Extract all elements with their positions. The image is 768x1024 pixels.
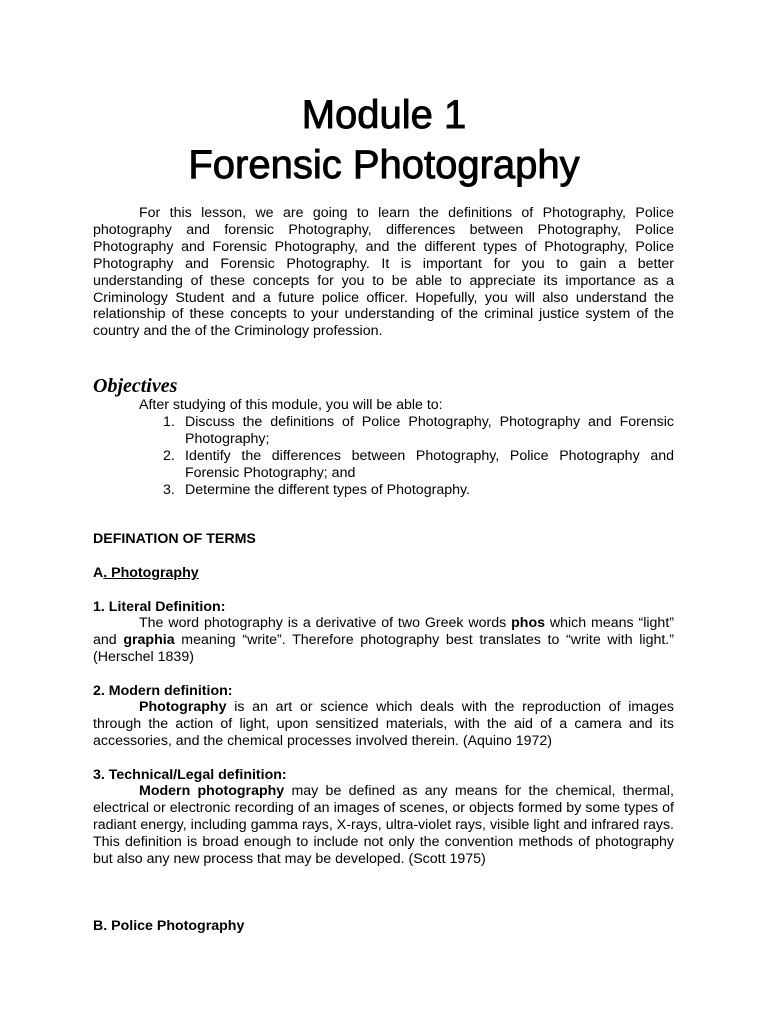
list-number: 1. xyxy=(163,414,175,430)
section-b-heading: B. Police Photography xyxy=(93,918,245,934)
section-a-title: . Photography xyxy=(103,565,199,581)
term-graphia: graphia xyxy=(123,631,175,648)
term-phos: phos xyxy=(511,615,546,631)
list-item xyxy=(93,482,674,499)
list-item xyxy=(93,448,674,482)
module-title: Module 1 xyxy=(301,93,467,137)
modern-definition-heading: 2. Modern definition: xyxy=(93,683,233,699)
term-photography: Photography xyxy=(139,699,227,715)
list-item xyxy=(93,414,674,448)
modern-definition-text: Photography is an art or science which deals with the reproduction of images through the action of light, upon sensitized materials, with the aid of a camera and its accessories, and the chemical processes involved therein. (Aquino 1972) xyxy=(93,699,674,749)
literal-definition-text: The word photography is a derivative of two Greek words phos which means “light” and graphia meaning “write”. Therefore photography best translates to “write with light.” (Herschel 1839) xyxy=(93,615,674,665)
list-number: 2. xyxy=(163,447,175,464)
list-text: Identify the differences between Photography, Police Photography and Forensic Photography; and xyxy=(185,447,674,481)
list-text: Discuss the definitions of Police Photography, Photography and Forensic Photography; xyxy=(185,414,674,447)
list-text: Determine the different types of Photography. xyxy=(185,481,470,498)
module-subtitle: Forensic Photography xyxy=(188,143,580,187)
objectives-heading: Objectives xyxy=(93,375,178,397)
literal-definition-heading: 1. Literal Definition: xyxy=(93,599,226,615)
technical-definition-heading: 3. Technical/Legal definition: xyxy=(93,767,287,783)
objectives-list xyxy=(93,414,674,499)
term-modern-photography: Modern photography xyxy=(139,783,285,799)
technical-definition-text: Modern photography may be defined as any means for the chemical, thermal, electrical or electronic recording of an images of scenes, or objects formed by some types of radiant energy, including gamma rays, X-rays, ultra-violet rays, visible light and infrared rays. This definition is broad enough to include not only the convention methods of photography but also any new process that may be developed. (Scott 1975) xyxy=(93,783,674,867)
list-number: 3. xyxy=(163,481,175,498)
terms-heading: DEFINATION OF TERMS xyxy=(93,531,256,547)
section-a-heading xyxy=(93,565,199,582)
section-a-prefix: A xyxy=(93,565,104,581)
objectives-lead: After studying of this module, you will be able to: xyxy=(139,397,443,413)
intro-paragraph: For this lesson, we are going to learn the definitions of Photography, Police photography and forensic Photography, differences between Photography, Police Photography and Forensic Photography, and the different types of Photography, Police Photography and Forensic Photography. It is important for you to gain a better understanding of these concepts for you to be able to appreciate its importance as a Criminology Student and a future police officer. Hopefully, you will also understand the relationship of these concepts to your understanding of the criminal justice system of the country and the of the Criminology profession. xyxy=(93,205,674,340)
